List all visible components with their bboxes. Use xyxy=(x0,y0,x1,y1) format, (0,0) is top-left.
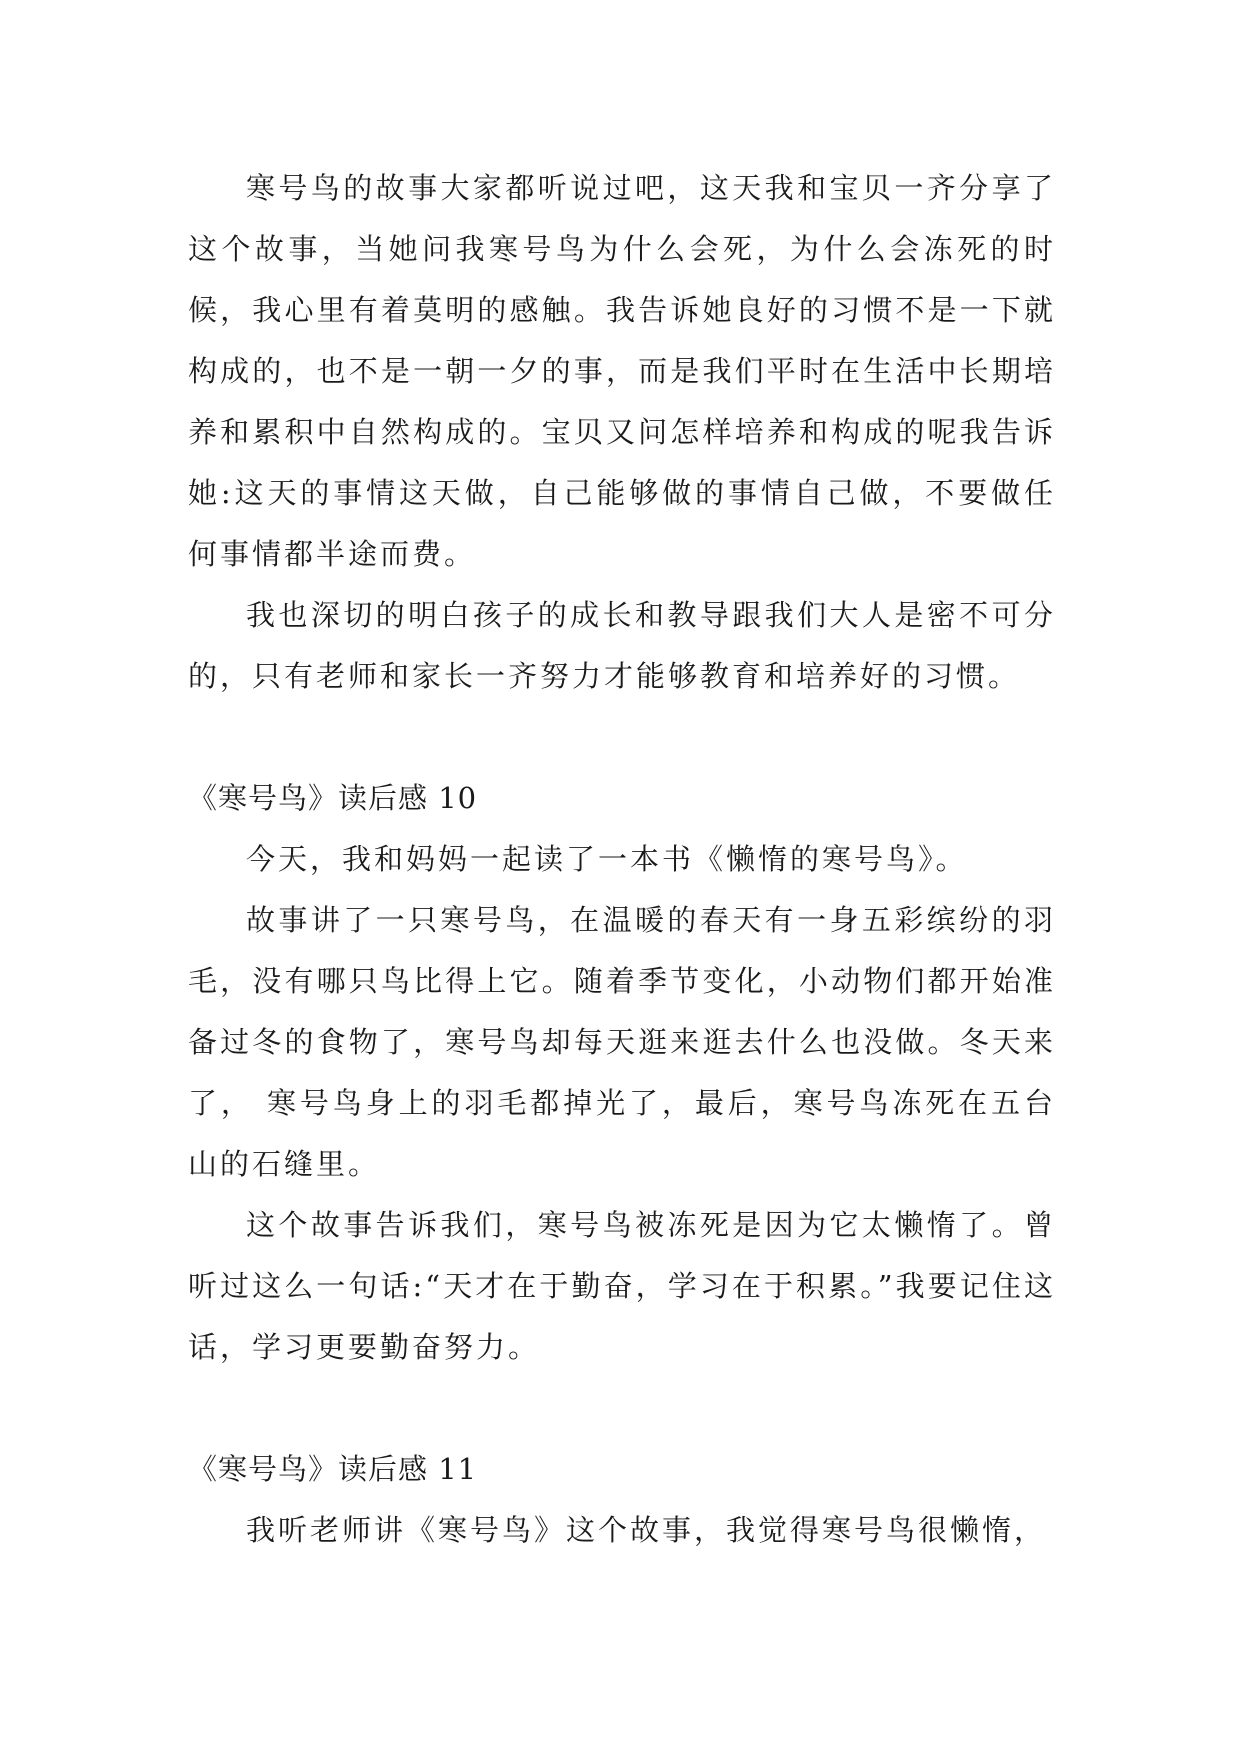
paragraph: 我听老师讲《寒号鸟》这个故事，我觉得寒号鸟很懒惰， xyxy=(246,1513,1047,1547)
section-heading: 《寒号鸟》读后感 11 xyxy=(188,1452,478,1486)
section-gap xyxy=(188,1378,1056,1439)
document-page xyxy=(188,158,1056,1561)
section-gap xyxy=(188,707,1056,768)
paragraph: 今天，我和妈妈一起读了一本书《懒惰的寒号鸟》。 xyxy=(246,842,968,876)
paragraph: 寒号鸟的故事大家都听说过吧，这天我和宝贝一齐分享了这个故事，当她问我寒号鸟为什么会死，为什么会冻死的时候，我心里有着莫明的感触。我告诉她良好的习惯不是一下就构成的，也不是一朝一夕的事，而是我们平时在生活中长期培养和累积中自然构成的。宝贝又问怎样培养和构成的呢我告诉她:这天的事情这天做，自己能够做的事情自己做，不要做任何事情都半途而费。 xyxy=(188,171,1056,571)
paragraph: 这个故事告诉我们，寒号鸟被冻死是因为它太懒惰了。曾听过这么一句话:“天才在于勤奋，学习在于积累。”我要记住这话，学习更要勤奋努力。 xyxy=(188,1208,1056,1364)
paragraph: 我也深切的明白孩子的成长和教导跟我们大人是密不可分的，只有老师和家长一齐努力才能够教育和培养好的习惯。 xyxy=(188,598,1056,693)
section-heading: 《寒号鸟》读后感 10 xyxy=(188,781,478,815)
paragraph: 故事讲了一只寒号鸟，在温暖的春天有一身五彩缤纷的羽毛，没有哪只鸟比得上它。随着季节变化，小动物们都开始准备过冬的食物了，寒号鸟却每天逛来逛去什么也没做。冬天来了， 寒号鸟身上的羽毛都掉光了，最后，寒号鸟冻死在五台山的石缝里。 xyxy=(188,903,1056,1181)
